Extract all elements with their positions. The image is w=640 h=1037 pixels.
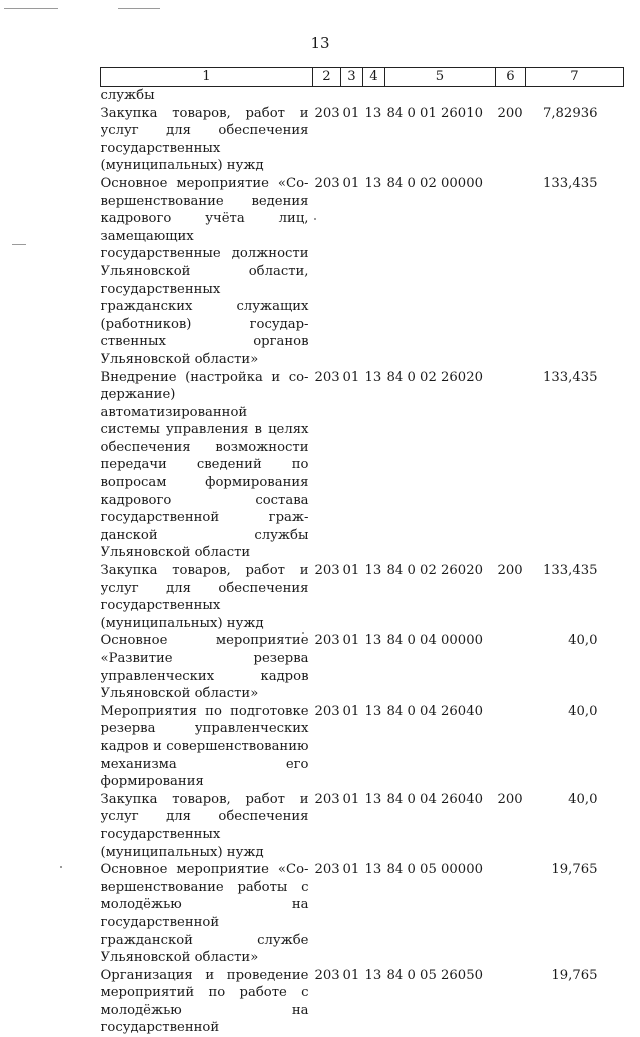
column-header: 6 <box>496 68 526 87</box>
row-code-2: 203 <box>314 862 340 878</box>
row-name: Внедрение (настройка и содержание) автоматизированной системы управления в целях обеспечения возможности передачи сведений по вопросам формирования кадрового состава государственной гражданской службы Ульяновской области <box>100 369 309 561</box>
row-code-5: 84 0 04 26040 <box>386 791 483 807</box>
row-code-6: 200 <box>497 105 523 121</box>
row-name: Организация и проведение мероприятий по работе с молодёжью на государственной <box>100 967 309 1036</box>
row-code-6 <box>496 87 526 105</box>
row-code-2: 203 <box>314 563 340 579</box>
row-name: Основное мероприятие «Развитие резерва управленческих кадров Ульяновской области» <box>100 633 309 702</box>
row-code-4: 13 <box>364 369 382 385</box>
row-code-5: 84 0 04 00000 <box>386 633 483 649</box>
row-code-3: 01 <box>342 369 360 385</box>
row-code-2 <box>313 87 341 105</box>
row-code-5: 84 0 02 00000 <box>386 175 483 191</box>
row-code-4: 13 <box>364 703 382 719</box>
table-row <box>101 791 624 861</box>
row-code-4: 13 <box>364 563 382 579</box>
row-code-6 <box>496 861 526 967</box>
row-code-3: 01 <box>342 633 360 649</box>
row-amount: 40,0 <box>568 791 598 807</box>
table-row <box>101 562 624 632</box>
row-code-3: 01 <box>342 563 360 579</box>
row-code-3: 01 <box>342 703 360 719</box>
row-amount: 40,0 <box>568 703 598 719</box>
table-row <box>101 105 624 175</box>
scan-mark-top-left <box>4 8 58 9</box>
row-code-5: 84 0 02 26020 <box>386 369 483 385</box>
column-header: 4 <box>363 68 385 87</box>
row-code-2: 203 <box>314 105 340 121</box>
row-name: службы <box>100 88 155 103</box>
row-code-4: 13 <box>364 791 382 807</box>
row-amount: 40,0 <box>568 633 598 649</box>
scan-mark-top-middle <box>118 8 160 9</box>
row-name: Закупка товаров, работ и услуг для обеспечения государственных (муниципальных) нужд <box>100 563 309 631</box>
row-amount: 19,765 <box>551 967 598 983</box>
row-code-4: 13 <box>364 967 382 983</box>
row-code-5: 84 0 05 26050 <box>386 967 483 983</box>
table-row <box>101 861 624 967</box>
table-row <box>101 632 624 702</box>
row-code-2: 203 <box>314 175 340 191</box>
row-name: Основное мероприятие «Совершенствование ведения кадрового учёта лиц, замещающих государственные должности Ульяновской области, государственных гражданских служащих (работников) государственных органов Ульяновской области» <box>100 175 309 367</box>
row-code-4: 13 <box>364 105 382 121</box>
row-code-3: 01 <box>342 105 360 121</box>
row-code-6: 200 <box>497 563 523 579</box>
page-number: 13 <box>310 34 330 52</box>
row-code-2: 203 <box>314 633 340 649</box>
row-amount: 7,82936 <box>542 105 598 121</box>
row-code-4: 13 <box>364 633 382 649</box>
row-code-5: 84 0 02 26020 <box>386 563 483 579</box>
table-header <box>101 68 624 87</box>
row-code-4: 13 <box>364 175 382 191</box>
row-code-6 <box>496 632 526 702</box>
row-amount: 19,765 <box>551 862 598 878</box>
row-code-2: 203 <box>314 967 340 983</box>
row-code-4 <box>363 87 385 105</box>
table-row <box>101 967 624 1037</box>
row-amount <box>526 87 624 105</box>
table-row <box>101 703 624 791</box>
row-amount: 133,435 <box>542 175 598 191</box>
row-code-6: 200 <box>497 791 523 807</box>
row-code-4: 13 <box>364 862 382 878</box>
row-name: Закупка товаров, работ и услуг для обеспечения государственных (муниципальных) нужд <box>100 791 309 860</box>
row-code-6 <box>496 703 526 791</box>
scan-dot <box>60 866 62 868</box>
budget-table <box>100 67 624 1037</box>
row-code-5: 84 0 05 00000 <box>386 862 483 878</box>
row-code-2: 203 <box>314 703 340 719</box>
row-code-3: 01 <box>342 791 360 807</box>
row-amount: 133,435 <box>542 563 598 579</box>
row-name: Основное мероприятие «Совершенствование работы с молодёжью на государственной гражданской службе Ульяновской области» <box>100 862 309 966</box>
row-amount: 133,435 <box>542 369 598 385</box>
row-code-6 <box>496 967 526 1037</box>
row-code-2: 203 <box>314 791 340 807</box>
column-header: 7 <box>526 68 624 87</box>
table-row <box>101 175 624 369</box>
table-row <box>101 87 624 105</box>
row-code-6 <box>496 175 526 369</box>
row-code-5: 84 0 04 26040 <box>386 703 483 719</box>
scan-mark-left-edge <box>12 244 26 245</box>
row-code-3 <box>341 87 363 105</box>
column-header: 2 <box>313 68 341 87</box>
row-code-5: 84 0 01 26010 <box>386 105 483 121</box>
row-code-3: 01 <box>342 175 360 191</box>
row-name: Мероприятия по подготовке резерва управленческих кадров и совершенствованию механизма его формирования <box>100 703 309 790</box>
row-code-3: 01 <box>342 862 360 878</box>
row-code-6 <box>496 369 526 563</box>
column-header: 1 <box>101 68 313 87</box>
row-code-2: 203 <box>314 369 340 385</box>
row-code-5 <box>385 87 496 105</box>
row-code-3: 01 <box>342 967 360 983</box>
column-header: 5 <box>385 68 496 87</box>
row-name: Закупка товаров, работ и услуг для обеспечения государственных (муниципальных) нужд <box>100 105 309 174</box>
table-row <box>101 369 624 563</box>
column-header: 3 <box>341 68 363 87</box>
